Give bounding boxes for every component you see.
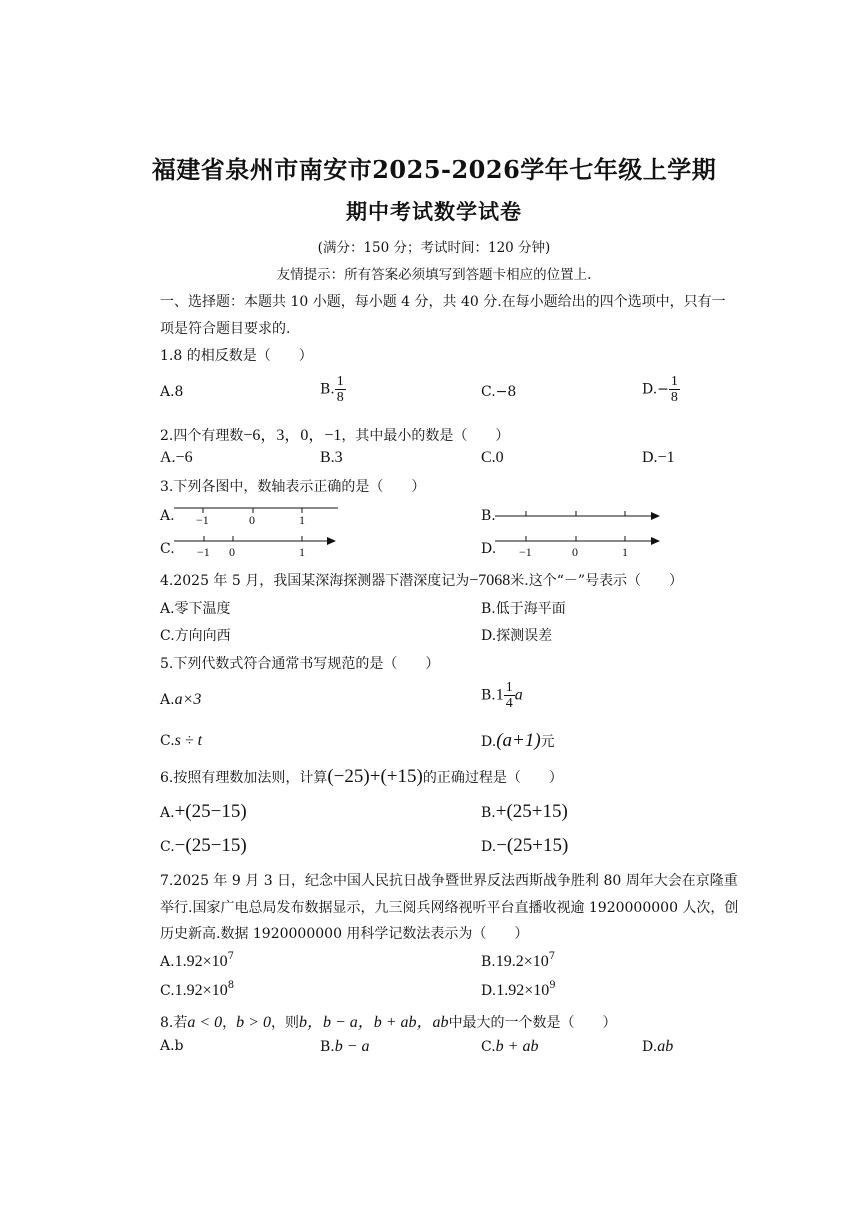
q4-stem bbox=[160, 570, 683, 590]
q4-option-a: A.零下温度 bbox=[160, 601, 231, 617]
q7-b-exp: 7 bbox=[548, 951, 556, 962]
q8-cond2: b > 0 bbox=[236, 1014, 271, 1031]
q1-d-prefix: D.− bbox=[642, 381, 669, 398]
q6-a-expr: +(25−15) bbox=[174, 801, 247, 822]
q5-option-c bbox=[160, 732, 202, 750]
q8-b-prefix: B. bbox=[320, 1039, 335, 1055]
q8-stem bbox=[160, 1009, 617, 1032]
q3-option-d-label: D. bbox=[481, 541, 497, 557]
q5-b-prefix: B. bbox=[481, 687, 496, 704]
q2-option-a: A.−6 bbox=[160, 449, 193, 466]
q3-d-label-0: 0 bbox=[572, 545, 578, 559]
q7-a-exp: 7 bbox=[227, 951, 234, 962]
q1-option-a: A.8 bbox=[160, 384, 184, 400]
q8-option-d bbox=[642, 1038, 673, 1056]
q7-option-b bbox=[481, 953, 555, 971]
q6-stem bbox=[160, 766, 563, 788]
q4-option-b: B.低于海平面 bbox=[481, 601, 566, 617]
q7-stem-line3: 历史新高.数据 1920000000 用科学记数法表示为（ ） bbox=[160, 926, 529, 942]
q7-c-base: 1.92×10 bbox=[174, 982, 228, 999]
q5-b-whole: 1 bbox=[495, 686, 504, 704]
q8-items: b，b − a，b + ab，ab bbox=[298, 1014, 449, 1031]
q2-stem bbox=[160, 422, 509, 445]
q6-b-prefix: B. bbox=[481, 805, 496, 821]
q8-stem-post: 中最大的一个数是（ ） bbox=[448, 1015, 617, 1031]
q8-option-c bbox=[481, 1038, 538, 1056]
q7-d-exp: 9 bbox=[549, 980, 556, 991]
q3-option-c-label: C. bbox=[160, 541, 175, 557]
q7-stem-line2: 举行.国家广电总局发布数据显示，九三阅兵网络视听平台直播收视逾 1920000000 人次，创 bbox=[160, 900, 739, 916]
q3-d-arrow-icon bbox=[651, 537, 660, 545]
q5-b-var: a bbox=[514, 686, 523, 704]
q3-stem: 3.下列各图中，数轴表示正确的是（ ） bbox=[160, 479, 426, 495]
q8-d-prefix: D. bbox=[642, 1039, 658, 1055]
q3-c-arrow-icon bbox=[327, 537, 336, 545]
q3-number-line-a bbox=[172, 500, 342, 530]
score-info: (满分：150 分；考试时间：120 分钟) bbox=[317, 240, 551, 256]
q2-option-d: D.−1 bbox=[642, 449, 675, 466]
q5-b-num: 1 bbox=[505, 680, 513, 695]
q3-c-label-1: 1 bbox=[299, 545, 305, 559]
q7-option-a bbox=[160, 953, 234, 971]
section1-intro-line2: 项是符合题目要求的. bbox=[160, 321, 291, 337]
q7-option-d bbox=[481, 982, 556, 1000]
q4-stem-num: −7068 bbox=[469, 572, 511, 589]
q1-b-den: 8 bbox=[336, 390, 344, 405]
q7-d-base: 1.92×10 bbox=[496, 982, 550, 999]
q8-option-a: A.b bbox=[160, 1038, 184, 1054]
q1-option-c: C.−8 bbox=[481, 384, 517, 400]
q8-cond1: a < 0 bbox=[187, 1014, 223, 1031]
q8-c-prefix: C. bbox=[481, 1039, 496, 1055]
q2-stem-post: ，其中最小的数是（ ） bbox=[341, 428, 510, 444]
q8-b-expr: b − a bbox=[334, 1038, 370, 1055]
q5-c-prefix: C. bbox=[160, 733, 175, 749]
q5-d-prefix: D. bbox=[481, 734, 497, 750]
q8-option-b bbox=[320, 1038, 370, 1056]
exam-title-line2: 期中考试数学试卷 bbox=[346, 199, 522, 224]
q3-b-arrow-icon bbox=[651, 512, 660, 520]
q5-a-prefix: A. bbox=[160, 692, 175, 708]
q3-option-a-label: A. bbox=[160, 508, 175, 524]
q5-a-expr: a×3 bbox=[174, 691, 202, 708]
q4-stem-post: 米.这个“－”号表示（ ） bbox=[510, 573, 684, 589]
q6-stem-pre: 6.按照有理数加法则，计算 bbox=[160, 770, 328, 786]
q5-option-b bbox=[481, 680, 523, 711]
q5-c-expr: s ÷ t bbox=[174, 732, 203, 749]
q7-c-exp: 8 bbox=[227, 980, 235, 991]
q8-mid: ，则 bbox=[270, 1015, 299, 1031]
q4-stem-pre: 4.2025 年 5 月，我国某深海探测器下潜深度记为 bbox=[160, 573, 470, 589]
q5-d-unit: 元 bbox=[540, 734, 555, 750]
q2-option-b: B.3 bbox=[320, 449, 343, 466]
q6-c-expr: −(25−15) bbox=[174, 835, 247, 856]
q6-stem-expr: (−25)+(+15) bbox=[327, 766, 423, 787]
q6-option-c bbox=[160, 835, 247, 857]
q7-option-c bbox=[160, 982, 234, 1000]
q3-a-label-minus1: −1 bbox=[196, 513, 209, 527]
q3-number-line-d bbox=[493, 533, 663, 563]
q6-option-d bbox=[481, 835, 568, 857]
q7-d-prefix: D. bbox=[481, 983, 497, 999]
q2-stem-nums: −6，3，0，−1 bbox=[243, 427, 342, 444]
q3-a-label-0: 0 bbox=[249, 513, 255, 527]
q8-sep: ， bbox=[222, 1015, 237, 1031]
q1-b-prefix: B. bbox=[320, 381, 335, 398]
q1-b-fraction bbox=[335, 374, 346, 405]
q6-b-expr: +(25+15) bbox=[495, 801, 568, 822]
q6-stem-post: 的正确过程是（ ） bbox=[422, 770, 563, 786]
q5-option-d bbox=[481, 730, 555, 752]
q3-option-b-label: B. bbox=[481, 508, 496, 524]
q7-a-base: 1.92×10 bbox=[174, 953, 228, 970]
q3-number-line-c bbox=[172, 533, 342, 563]
q5-option-a bbox=[160, 691, 201, 709]
q5-stem: 5.下列代数式符合通常书写规范的是（ ） bbox=[160, 656, 440, 672]
q1-d-den: 8 bbox=[670, 390, 678, 405]
q7-b-base: 19.2×10 bbox=[495, 953, 549, 970]
q5-b-fraction bbox=[504, 680, 515, 711]
q5-d-expr: (a+1) bbox=[496, 730, 541, 751]
q1-stem: 1.8 的相反数是（ ） bbox=[160, 348, 313, 364]
q6-option-b bbox=[481, 801, 568, 823]
q7-c-prefix: C. bbox=[160, 983, 175, 999]
q7-stem-line1: 7.2025 年 9 月 3 日，纪念中国人民抗日战争暨世界反法西斯战争胜利 80 周年大会在京隆重 bbox=[160, 873, 738, 889]
q7-a-prefix: A. bbox=[160, 954, 175, 970]
q7-b-prefix: B. bbox=[481, 954, 496, 970]
q6-c-prefix: C. bbox=[160, 839, 175, 855]
q8-c-expr: b + ab bbox=[495, 1038, 539, 1055]
q6-d-expr: −(25+15) bbox=[496, 835, 569, 856]
tip-text: 友情提示：所有答案必须填写到答题卡相应的位置上. bbox=[276, 267, 592, 283]
q3-c-label-0: 0 bbox=[229, 545, 235, 559]
q2-option-c: C.0 bbox=[481, 449, 504, 466]
q3-d-label-1: 1 bbox=[622, 545, 628, 559]
q3-a-label-1: 1 bbox=[299, 513, 305, 527]
exam-title-line1: 福建省泉州市南安市2025-2026学年七年级上学期 bbox=[151, 155, 717, 184]
q6-a-prefix: A. bbox=[160, 805, 175, 821]
q4-option-d: D.探测误差 bbox=[481, 628, 553, 644]
q5-b-den: 4 bbox=[505, 696, 513, 711]
q4-option-c: C.方向向西 bbox=[160, 628, 231, 644]
section1-intro-line1: 一、选择题：本题共 10 小题，每小题 4 分，共 40 分.在每小题给出的四个选项中，只有一 bbox=[160, 294, 726, 310]
q1-b-num: 1 bbox=[336, 374, 344, 389]
q8-stem-pre: 8.若 bbox=[160, 1015, 188, 1031]
q6-option-a bbox=[160, 801, 247, 823]
q3-number-line-b bbox=[493, 507, 663, 527]
q3-c-label-minus1: −1 bbox=[197, 545, 210, 559]
q8-d-expr: ab bbox=[657, 1038, 674, 1055]
q6-d-prefix: D. bbox=[481, 839, 497, 855]
q1-d-num: 1 bbox=[670, 374, 678, 389]
q1-option-b bbox=[320, 374, 346, 405]
q1-option-d bbox=[642, 374, 680, 405]
q3-d-label-minus1: −1 bbox=[519, 545, 532, 559]
q2-stem-pre: 2.四个有理数 bbox=[160, 428, 244, 444]
q1-d-fraction bbox=[669, 374, 680, 405]
